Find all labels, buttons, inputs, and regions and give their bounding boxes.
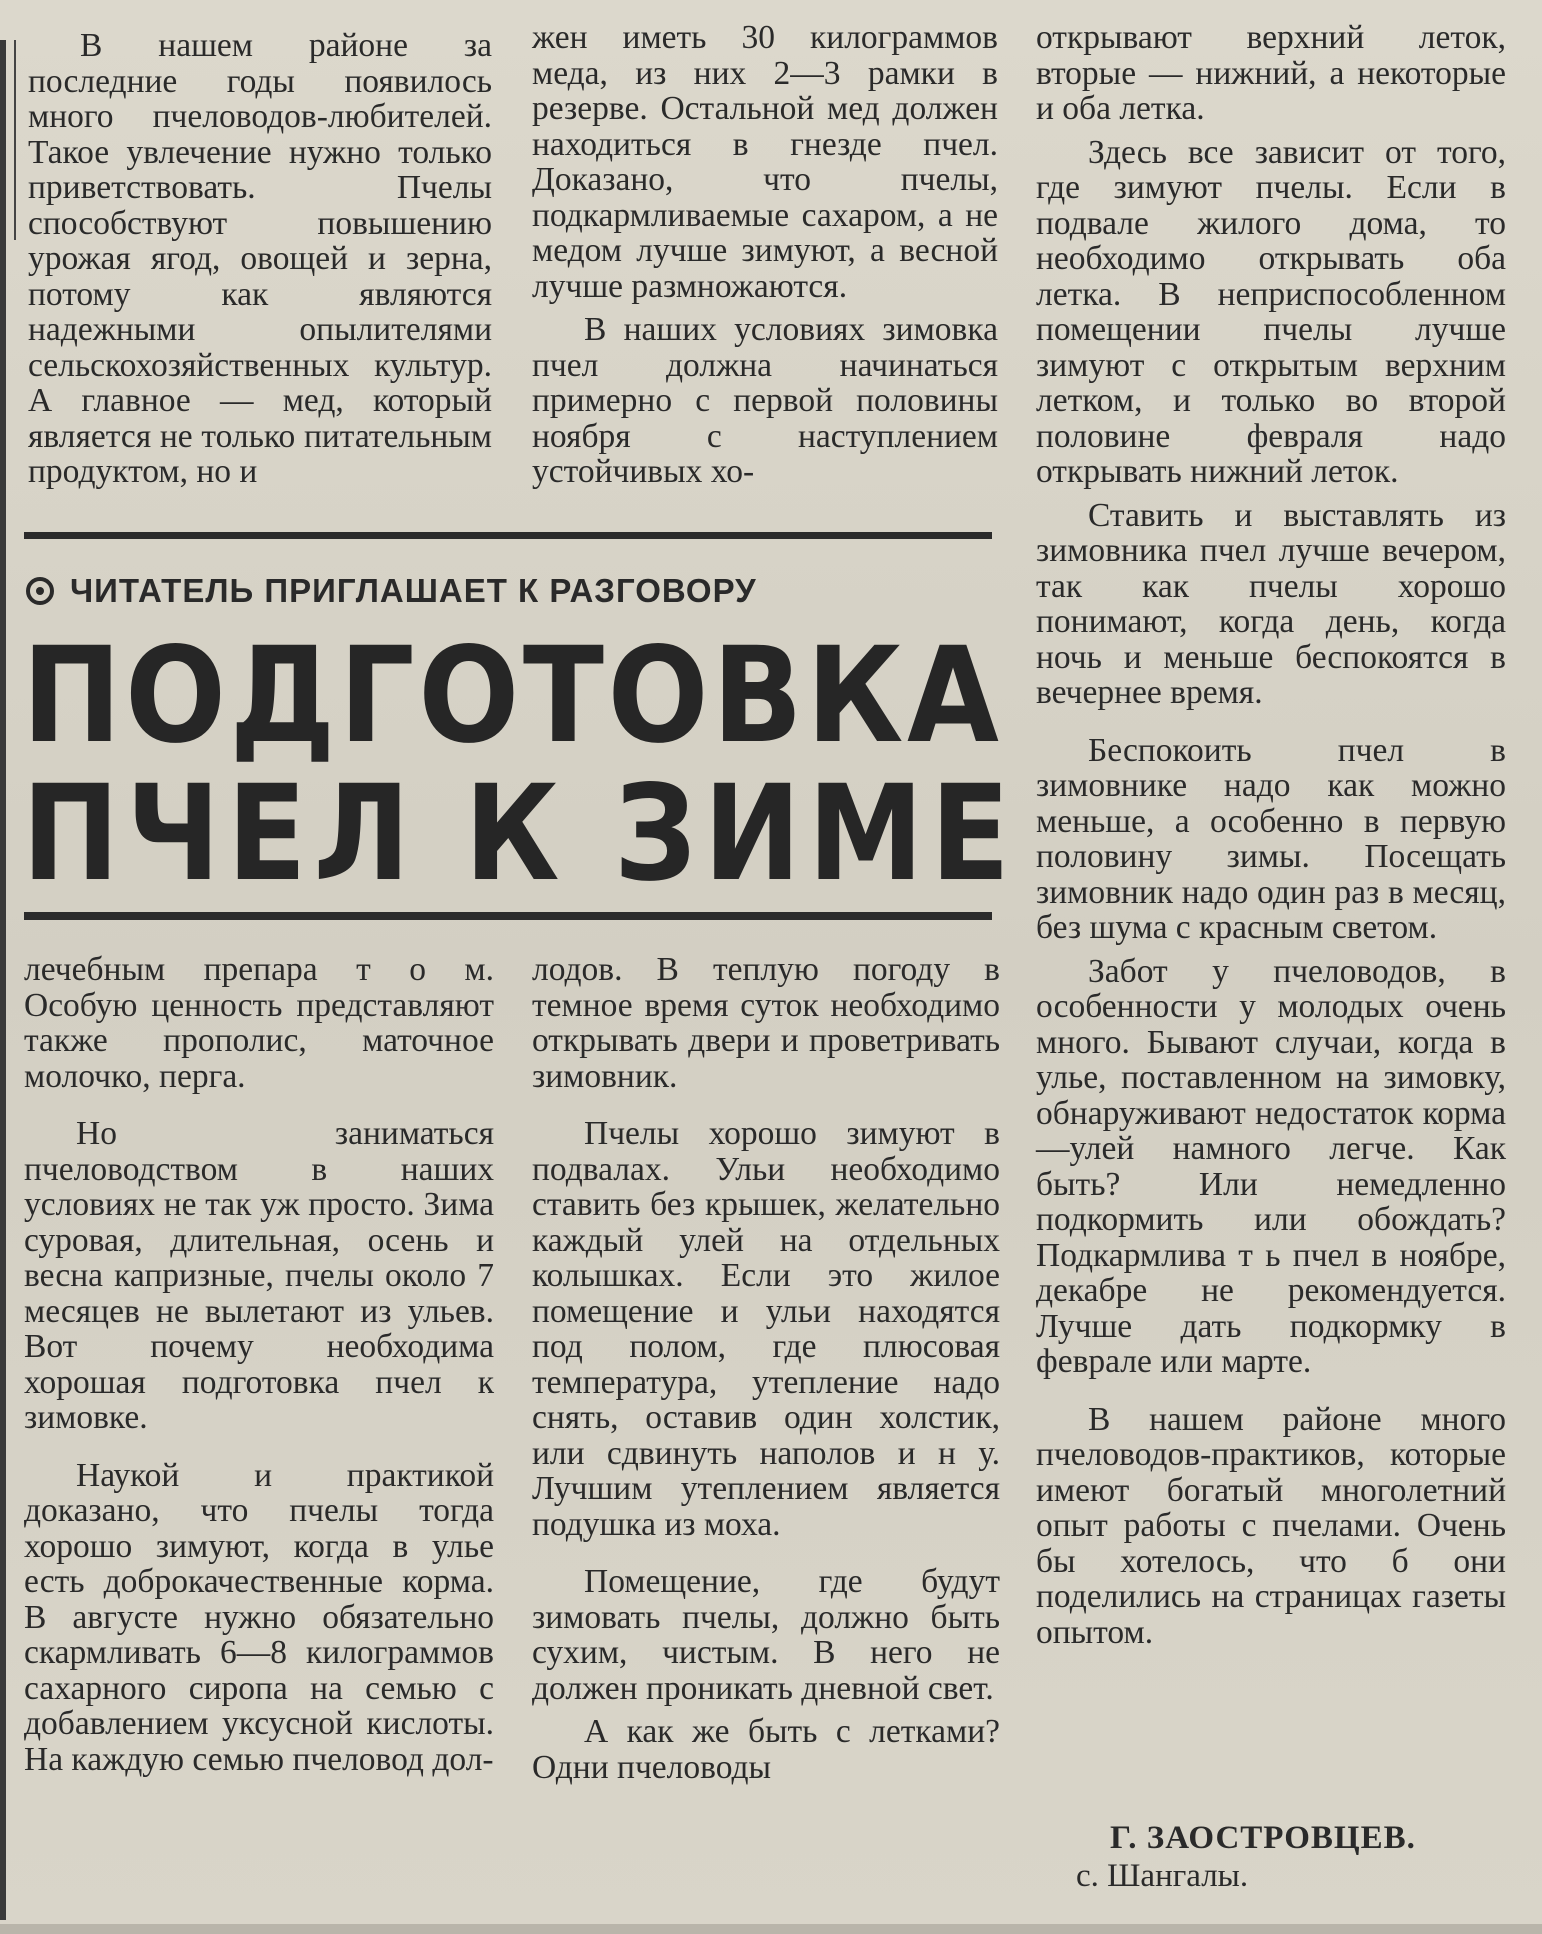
author-place: с. Шангалы. [1076, 1858, 1249, 1894]
paragraph: В нашем районе много пчеловодов-практиков, которые имеют богатый многолетний опыт работы с пчелами. Очень бы хотелось, что б они поделились на страницах газеты опытом. [1036, 1400, 1506, 1651]
article-column-top-middle [532, 20, 998, 490]
article-column-bottom-left [24, 952, 494, 1777]
bullet-circle-icon [26, 577, 54, 605]
page-edge-rule-thin [14, 40, 16, 240]
paragraph: Но заниматься пчеловодством в наших условиях не так уж просто. Зима суровая, длительная, осень и весна капризные, пчелы около 7 месяцев не вылетают из ульев. Вот почему необходима хорошая подготовка пчел к зимовке. [24, 1115, 494, 1436]
rubric-text: ЧИТАТЕЛЬ ПРИГЛАШАЕТ К РАЗГОВОРУ [70, 572, 757, 609]
paragraph: Помещение, где будут зимовать пчелы, должно быть сухим, чистым. В него не должен проникать дневной свет. [532, 1563, 1000, 1707]
paragraph: Забот у пчеловодов, в особенности у молодых очень много. Бывают случаи, когда в улье, поставленном на зимовку, обнаруживают недостаток корма —улей намного легче. Как быть? Или немедленно подкормить или обождать? Подкармлива т ь пчел в ноябре, декабре не рекомендуется. Лучше дать подкормку в феврале или марте. [1036, 952, 1506, 1380]
paragraph: лодов. В теплую погоду в темное время суток необходимо открывать двери и проветривать зимовник. [532, 951, 1000, 1095]
paragraph: жен иметь 30 килограммов меда, из них 2—3 рамки в резерве. Остальной мед должен находиться в гнезде пчел. Доказано, что пчелы, подкармливаемые сахаром, а не медом лучше зимуют, а весной лучше размножаются. [532, 19, 998, 305]
paragraph: А как же быть с летками? Одни пчеловоды [532, 1713, 1000, 1786]
paragraph: Пчелы хорошо зимуют в подвалах. Ульи необходимо ставить без крышек, желательно каждый улей на отдельных колышках. Если это жилое помещение и ульи находятся под полом, где плюсовая температура, утепление надо снять, оставив один холстик, или сдвинуть наполов и н у. Лучшим утеплением является подушка из моха. [532, 1115, 1000, 1543]
article-column-top-left [28, 28, 492, 490]
paragraph: открывают верхний леток, вторые — нижний, а некоторые и оба летка. [1036, 19, 1506, 127]
page-bottom-edge [0, 1924, 1542, 1934]
paragraph: лечебным препара т о м. Особую ценность представляют также прополис, маточное молочко, перга. [24, 951, 494, 1095]
article-column-right [1036, 20, 1506, 1650]
headline-bottom-rule [24, 912, 992, 920]
paragraph: В наших условиях зимовка пчел должна начинаться примерно с первой половины ноября с наступлением устойчивых хо- [532, 311, 998, 490]
paragraph: Здесь все зависит от того, где зимуют пчелы. Если в подвале жилого дома, то необходимо открывать оба летка. В неприспособленном помещении пчелы лучше зимуют с открытым верхним летком, и только во второй половине февраля надо открывать нижний леток. [1036, 133, 1506, 490]
author-signature: Г. ЗАОСТРОВЦЕВ. [1110, 1820, 1416, 1856]
paragraph: В нашем районе за последние годы появилось много пчеловодов-любителей. Такое увлечение нужно только приветствовать. Пчелы способствуют повышению урожая ягод, овощей и зерна, потому как являются надежными опылителями сельскохозяйственных культур. А главное — мед, который является не только питательным продуктом, но и [28, 27, 492, 490]
rubric-heading [26, 572, 986, 610]
paragraph: Наукой и практикой доказано, что пчелы тогда хорошо зимуют, когда в улье есть доброкачественные корма. В августе нужно обязательно скармливать 6—8 килограммов сахарного сиропа на семью с добавлением уксусной кислоты. На каждую семью пчеловод дол- [24, 1456, 494, 1778]
headline-top-rule [24, 532, 992, 539]
paragraph: Беспокоить пчел в зимовнике надо как можно меньше, а особенно в первую половину зимы. Посещать зимовник надо один раз в месяц, без шума с красным светом. [1036, 731, 1506, 946]
paragraph: Ставить и выставлять из зимовника пчел лучше вечером, так как пчелы хорошо понимают, когда день, когда ночь и меньше беспокоятся в вечернее время. [1036, 496, 1506, 711]
headline-line-2: ПЧЕЛ К ЗИМЕ [22, 757, 1017, 911]
article-column-bottom-middle [532, 952, 1000, 1785]
page-edge-rule [0, 40, 6, 1920]
headline-line-1: ПОДГОТОВКА [22, 619, 1003, 773]
